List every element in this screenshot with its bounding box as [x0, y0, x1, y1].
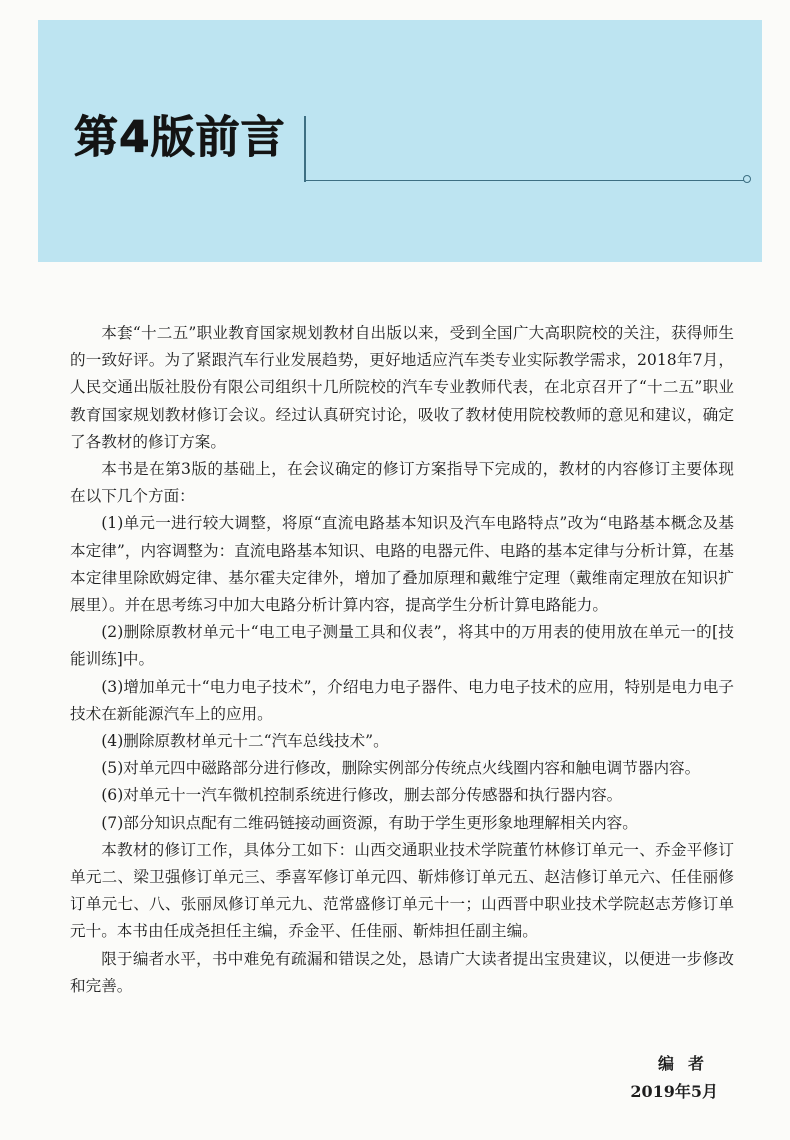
signature-date: 2019年5月	[630, 1082, 718, 1101]
revision-item-1: (1)单元一进行较大调整，将原“直流电路基本知识及汽车电路特点”改为“电路基本概念及基本定律”，内容调整为：直流电路基本知识、电路的电器元件、电路的基本定律与分析计算，在基本定律里除欧姆定律、基尔霍夫定律外，增加了叠加原理和戴维宁定理（戴维南定理放在知识扩展里）。并在思考练习中加大电路分析计算内容，提高学生分析计算电路能力。	[70, 514, 734, 615]
revision-item-2: (2)删除原教材单元十“电工电子测量工具和仪表”，将其中的万用表的使用放在单元一的[技能训练]中。	[70, 623, 734, 669]
header-band	[38, 20, 762, 262]
revision-item-3: (3)增加单元十“电力电子技术”，介绍电力电子器件、电力电子技术的应用，特别是电力电子技术在新能源汽车上的应用。	[70, 677, 734, 723]
title-rule-end-dot	[743, 175, 751, 183]
paragraph-closing: 限于编者水平，书中难免有疏漏和错误之处，恳请广大读者提出宝贵建议，以便进一步修改和完善。	[70, 949, 734, 995]
signature-block	[630, 1050, 718, 1106]
paragraph-revision-summary: 本书是在第3版的基础上，在会议确定的修订方案指导下完成的，教材的内容修订主要体现在以下几个方面：	[70, 460, 734, 506]
title-horizontal-rule	[304, 180, 744, 181]
revision-item-5: (5)对单元四中磁路部分进行修改，删除实例部分传统点火线圈内容和触电调节器内容。	[101, 759, 701, 778]
page-title: 第4版前言	[74, 112, 286, 163]
signature-author: 编者	[657, 1054, 718, 1073]
revision-item-6: (6)对单元十一汽车微机控制系统进行修改，删去部分传感器和执行器内容。	[101, 786, 623, 805]
revision-item-7: (7)部分知识点配有二维码链接动画资源，有助于学生更形象地理解相关内容。	[101, 813, 638, 832]
preface-body	[70, 320, 734, 1000]
paragraph-division-of-work: 本教材的修订工作，具体分工如下：山西交通职业技术学院董竹林修订单元一、乔金平修订单元二、梁卫强修订单元三、季喜军修订单元四、靳炜修订单元五、赵洁修订单元六、任佳丽修订单元七、八、张丽凤修订单元九、范常盛修订单元十一；山西晋中职业技术学院赵志芳修订单元十。本书由任成尧担任主编，乔金平、任佳丽、靳炜担任副主编。	[70, 840, 734, 941]
title-vertical-rule	[304, 116, 306, 182]
paragraph-intro: 本套“十二五”职业教育国家规划教材自出版以来，受到全国广大高职院校的关注，获得师生的一致好评。为了紧跟汽车行业发展趋势，更好地适应汽车类专业实际教学需求，2018年7月，人民交通出版社股份有限公司组织十几所院校的汽车专业教师代表，在北京召开了“十二五”职业教育国家规划教材修订会议。经过认真研究讨论，吸收了教材使用院校教师的意见和建议，确定了各教材的修订方案。	[70, 324, 734, 451]
revision-item-4: (4)删除原教材单元十二“汽车总线技术”。	[101, 732, 389, 751]
